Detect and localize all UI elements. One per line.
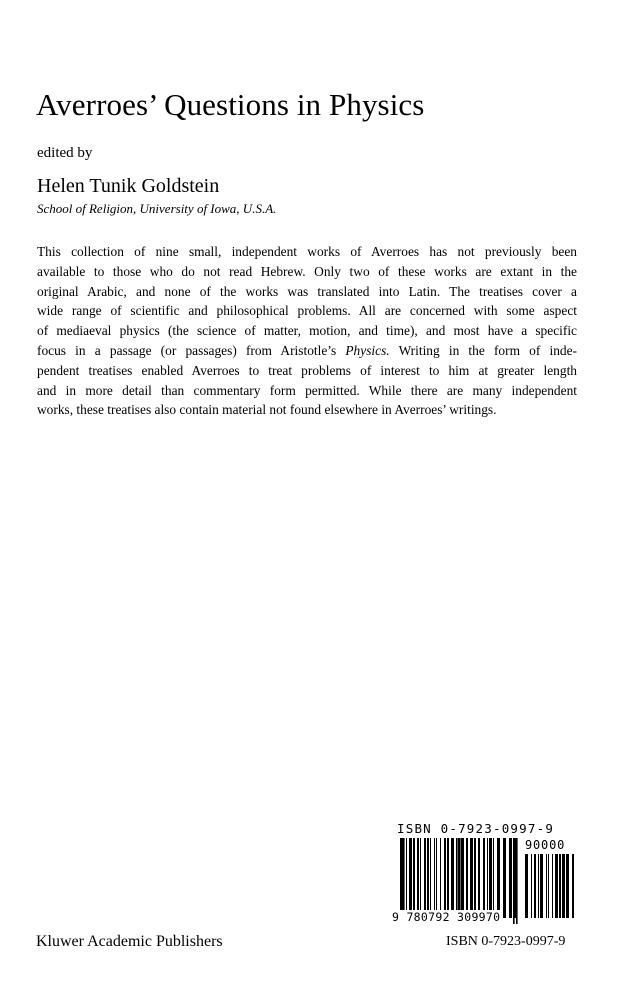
- book-title: Averroes’ Questions in Physics: [36, 87, 425, 122]
- blurb-line: and in more detail than commentary form permitted. While there are many independent: [37, 382, 577, 398]
- barcode-bar: [497, 838, 500, 918]
- barcode-bar: [474, 838, 476, 918]
- author-name: Helen Tunik Goldstein: [37, 175, 220, 197]
- barcode-bar: [417, 838, 419, 918]
- footer-isbn: ISBN 0-7923-0997-9: [446, 934, 566, 949]
- blurb-line: wide range of scientific and philosophical problems. All are concerned with some aspect: [37, 303, 577, 319]
- barcode-bar: [552, 854, 553, 918]
- barcode-bar: [427, 838, 429, 918]
- barcode-bar: [559, 854, 561, 918]
- barcode-price-code: 90000: [525, 838, 566, 852]
- blurb-line: of mediaeval physics (the science of matter, motion, and time), and most have a specific: [37, 323, 577, 339]
- edited-by-label: edited by: [37, 145, 93, 161]
- barcode-bar: [409, 838, 412, 918]
- author-affiliation: School of Religion, University of Iowa, U.S.A.: [37, 201, 277, 216]
- blurb-text-segment: Writing in the form of inde-: [389, 342, 577, 358]
- blurb-paragraph: [37, 242, 577, 420]
- barcode-bar: [555, 854, 558, 918]
- barcode-bar: [540, 854, 543, 918]
- barcode-bar: [572, 854, 574, 918]
- barcode-bar: [444, 838, 446, 918]
- barcode-bar: [489, 838, 492, 918]
- blurb-line-with-italic: [37, 341, 577, 361]
- barcode-guard-bar: [516, 838, 518, 924]
- barcode-bar: [413, 838, 415, 918]
- blurb-line: This collection of nine small, independent works of Averroes has not previously been: [37, 244, 577, 259]
- barcode-isbn-caption: ISBN 0-7923-0997-9: [397, 821, 555, 836]
- barcode-bar: [451, 838, 454, 918]
- barcode-bar: [546, 854, 547, 918]
- italic-physics-title: Physics.: [345, 342, 390, 358]
- barcode-guard-bar: [513, 838, 515, 924]
- barcode-bar: [430, 838, 431, 918]
- blurb-line: available to those who do not read Hebrew. Only two of these works are extant in the: [37, 263, 577, 279]
- barcode-bar: [562, 854, 565, 918]
- barcode-bar: [434, 838, 435, 918]
- barcode-bar: [487, 838, 488, 918]
- barcode-bar: [447, 838, 449, 918]
- barcode-bar: [406, 838, 407, 918]
- blurb-line: pendent treatises enabled Averroes to treat problems of interest to him at greater length: [37, 362, 577, 378]
- barcode-bar: [509, 838, 512, 918]
- barcode-bar: [538, 854, 539, 918]
- barcode-bar: [525, 854, 528, 918]
- blurb-text-segment: focus in a passage (or passages) from Aristotle’s: [37, 342, 346, 358]
- barcode-bar: [470, 838, 473, 918]
- barcode-bar: [420, 838, 421, 918]
- barcode-bar: [461, 838, 464, 918]
- barcode-bar: [478, 838, 480, 918]
- barcode-bar: [566, 854, 569, 918]
- barcode-digits: 9 780792 309970: [392, 910, 501, 924]
- barcode: [392, 838, 582, 926]
- barcode-bar: [436, 838, 437, 918]
- blurb-line: works, these treatises also contain material not found elsewhere in Averroes’ writings.: [37, 402, 497, 418]
- barcode-bar: [534, 854, 536, 918]
- barcode-bar: [531, 854, 532, 918]
- barcode-bar: [503, 838, 506, 918]
- barcode-bar: [466, 838, 468, 918]
- barcode-bar: [440, 838, 441, 918]
- barcode-bar: [483, 838, 485, 918]
- barcode-bar: [548, 854, 549, 918]
- barcode-bar: [493, 838, 494, 918]
- publisher-name: Kluwer Academic Publishers: [36, 933, 223, 950]
- blurb-line: original Arabic, and none of the works was translated into Latin. The treatises cover a: [37, 283, 577, 299]
- barcode-bar: [424, 838, 426, 918]
